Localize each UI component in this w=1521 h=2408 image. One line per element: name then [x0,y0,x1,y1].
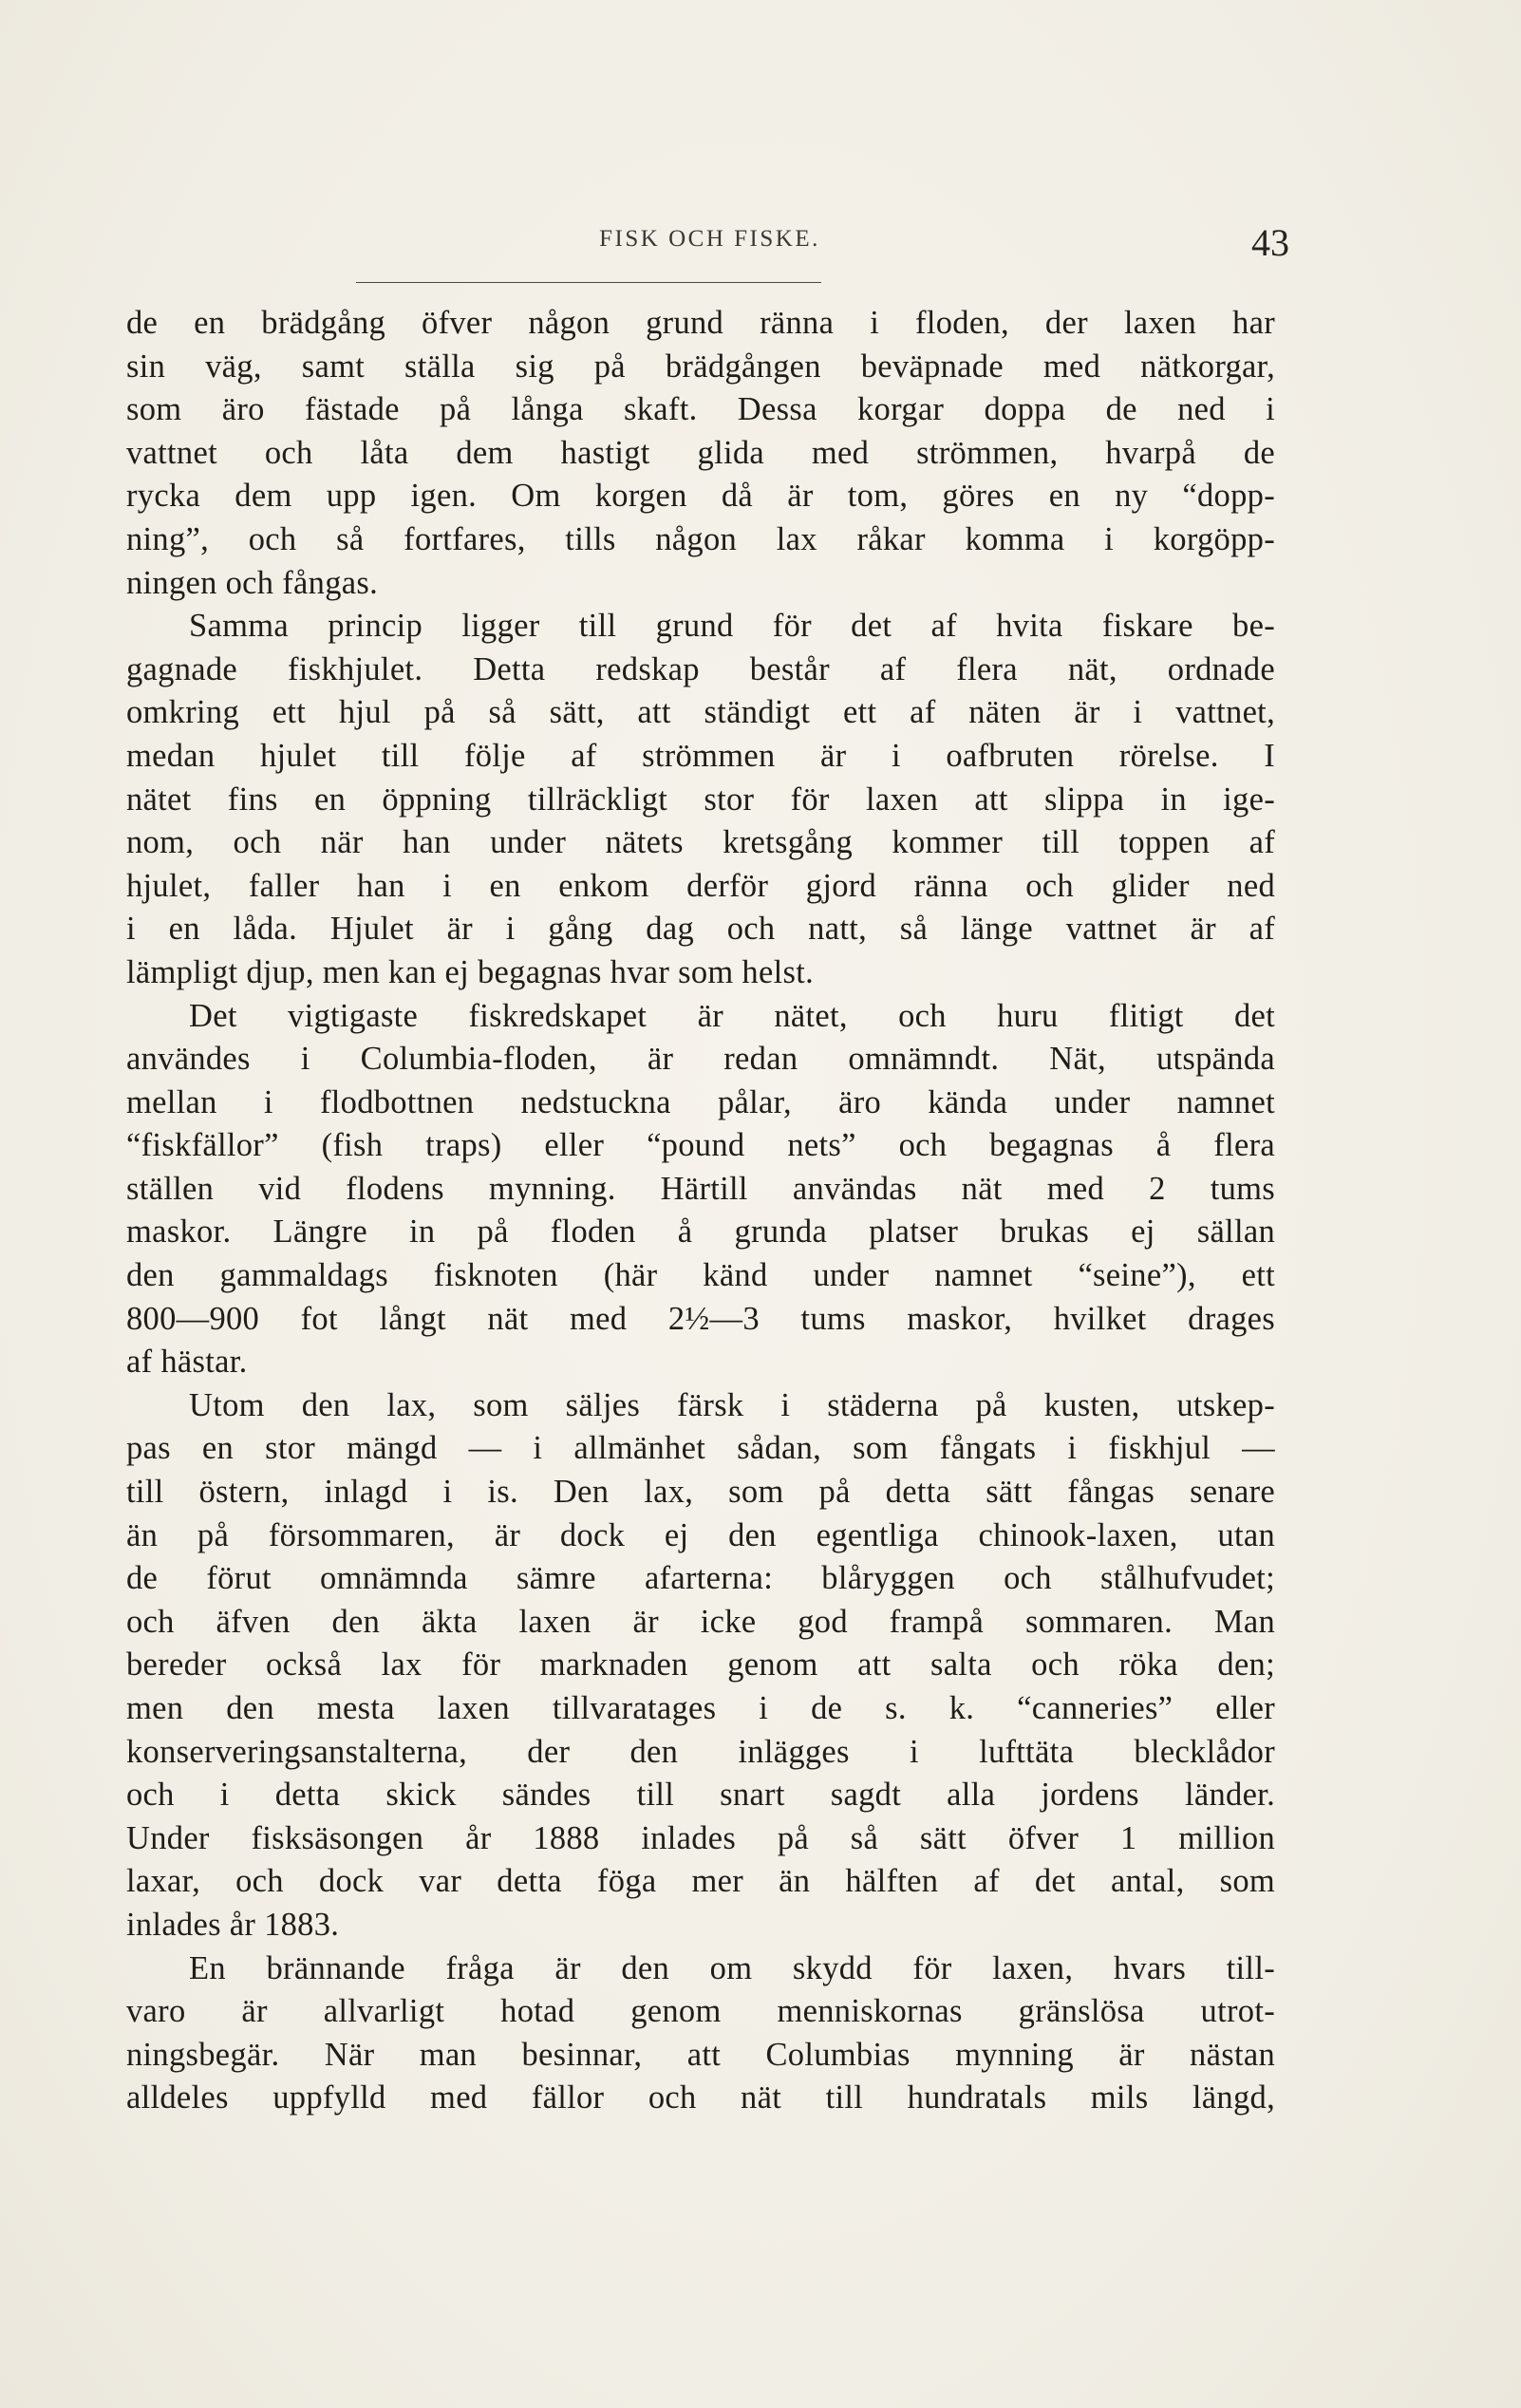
text-line: nom, och när han under nätets kretsgång kommer till toppen af [126,824,1275,861]
text-line: till östern, inlagd i is. Den lax, som på detta sätt fångas senare [126,1474,1275,1511]
text-line: omkring ett hjul på så sätt, att ständigt ett af näten är i vattnet, [126,694,1275,731]
text-line: medan hjulet till följe af strömmen är i oafbruten rörelse. I [126,737,1275,774]
running-head [128,220,1291,264]
text-line: ningen och fångas. [126,564,379,601]
text-line: Utom den lax, som säljes färsk i städerna på kusten, utskep- [189,1386,1275,1423]
text-line: af hästar. [126,1344,248,1381]
text-line: gagnade fiskhjulet. Detta redskap består af flera nät, ordnade [126,650,1275,687]
text-line: konserveringsanstalterna, der den inlägges i lufttäta blecklådor [126,1733,1275,1770]
text-line: den gammaldags fisknoten (här känd under namnet “seine”), ett [126,1257,1275,1294]
text-line: hjulet, faller han i en enkom derför gjord ränna och glider ned [126,867,1275,904]
text-line: mellan i flodbottnen nedstuckna pålar, äro kända under namnet [126,1083,1275,1120]
text-line: sin väg, samt ställa sig på brädgången beväpnade med nätkorgar, [126,348,1275,385]
text-line: de förut omnämnda sämre afarterna: blåryggen och stålhufvudet; [126,1560,1275,1597]
text-line: de en brädgång öfver någon grund ränna i floden, der laxen har [126,305,1275,341]
text-line: inlades år 1883. [126,1906,340,1943]
text-line: och äfven den äkta laxen är icke god frampå sommaren. Man [126,1603,1275,1640]
text-line: ning”, och så fortfares, tills någon lax råkar komma i korgöpp- [126,520,1275,557]
text-line: varo är allvarligt hotad genom menniskornas gränslösa utrot- [126,1993,1275,2030]
text-line: En brännande fråga är den om skydd för laxen, hvars till- [189,1949,1275,1986]
text-line: som äro fästade på långa skaft. Dessa korgar doppa de ned i [126,391,1275,428]
text-line: “fiskfällor” (fish traps) eller “pound nets” och begagnas å flera [126,1127,1275,1164]
text-line: maskor. Längre in på floden å grunda platser brukas ej sällan [126,1213,1275,1251]
text-line: Det vigtigaste fiskredskapet är nätet, och huru flitigt det [189,997,1275,1034]
text-line: vattnet och låta dem hastigt glida med strömmen, hvarpå de [126,434,1275,471]
text-line: användes i Columbia-floden, är redan omnämndt. Nät, utspända [126,1041,1275,1078]
text-line: pas en stor mängd — i allmänhet sådan, som fångats i fiskhjul — [126,1430,1275,1467]
text-line: och i detta skick sändes till snart sagdt alla jordens länder. [126,1777,1275,1814]
text-line: nätet fins en öppning tillräckligt stor för laxen att slippa in ige- [126,781,1275,818]
text-line: 800—900 fot långt nät med 2½—3 tums maskor, hvilket drages [126,1300,1275,1337]
body-text [126,302,1275,2120]
text-line: än på försommaren, är dock ej den egentliga chinook-laxen, utan [126,1516,1275,1553]
text-line: men den mesta laxen tillvaratages i de s. k. “canneries” eller [126,1690,1275,1726]
text-line: rycka dem upp igen. Om korgen då är tom, göres en ny “dopp- [126,478,1275,515]
running-title: FISK OCH FISKE. [599,226,820,252]
text-line: i en låda. Hjulet är i gång dag och natt, så länge vattnet är af [126,911,1275,948]
text-line: Under fisksäsongen år 1888 inlades på så sätt öfver 1 million [126,1819,1275,1856]
text-line: alldeles uppfylld med fällor och nät till hundratals mils längd, [126,2079,1275,2116]
page-number: 43 [1251,221,1289,264]
text-line: lämpligt djup, men kan ej begagnas hvar som helst. [126,953,815,990]
text-line: ningsbegär. När man besinnar, att Columbias mynning är nästan [126,2036,1275,2073]
text-line: laxar, och dock var detta föga mer än hälften af det antal, som [126,1863,1275,1900]
header-rule [356,282,821,283]
text-line: bereder också lax för marknaden genom att salta och röka den; [126,1646,1275,1684]
text-line: Samma princip ligger till grund för det af hvita fiskare be- [189,608,1275,645]
text-line: ställen vid flodens mynning. Härtill användas nät med 2 tums [126,1170,1275,1207]
